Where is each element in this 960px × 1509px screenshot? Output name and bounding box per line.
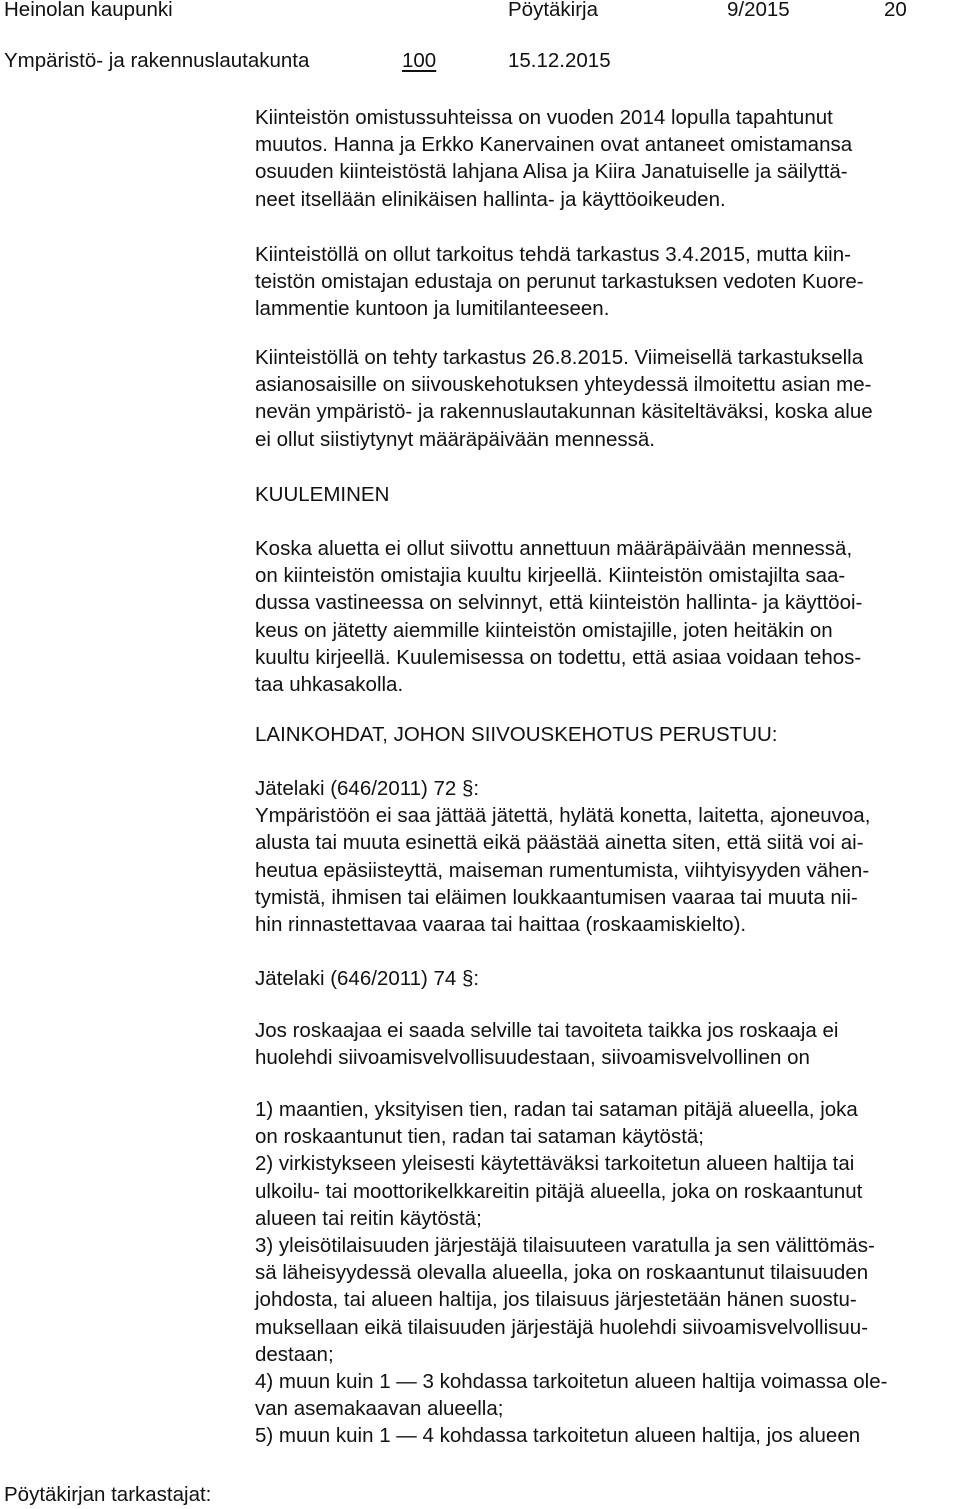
- section-heading: KUULEMINEN: [255, 483, 390, 506]
- text-line: huolehdi siivoamisvelvollisuudestaan, siivoamisvelvollinen on: [255, 1046, 810, 1070]
- text-line: taa uhkasakolla.: [255, 672, 404, 696]
- list-line: destaan;: [255, 1342, 334, 1366]
- list-line: 3) yleisötilaisuuden järjestäjä tilaisuuteen varatulla ja sen välittömäs-: [255, 1233, 875, 1257]
- text-line: nevän ympäristö- ja rakennuslautakunnan käsiteltäväksi, koska alue: [255, 400, 873, 424]
- heading-jatelaki-74: [255, 965, 479, 992]
- meeting-date: 15.12.2015: [508, 49, 611, 72]
- section-number: [385, 49, 436, 73]
- law-reference: Jätelaki (646/2011) 74 §:: [255, 967, 480, 990]
- text-line: Kiinteistöllä on ollut tarkoitus tehdä tarkastus 3.4.2015, mutta kiin-: [255, 243, 851, 266]
- text-line: hin rinnastettavaa vaaraa tai haittaa (roskaamiskielto).: [255, 912, 747, 936]
- section-number-text: 100: [402, 49, 437, 72]
- list-line: on roskaantunut tien, radan tai sataman käytöstä;: [255, 1125, 704, 1149]
- text-line: lammentie kuntoon ja lumitilanteeseen.: [255, 297, 610, 321]
- committee-name: Ympäristö- ja rakennuslautakunta: [4, 49, 310, 72]
- text-line: tymistä, ihmisen tai eläimen loukkaantumisen vaaraa tai muuta nii-: [255, 885, 858, 909]
- text-line: kuultu kirjeellä. Kuulemisessa on todettu, että asiaa voidaan tehos-: [255, 645, 862, 669]
- text-line: keus on jätetty aiemmille kiinteistön omistajille, joten heitäkin on: [255, 618, 833, 642]
- list-line: 4) muun kuin 1 — 3 kohdassa tarkoitetun alueen haltija voimassa ole-: [255, 1369, 888, 1393]
- text-line: Kiinteistöllä on tehty tarkastus 26.8.2015. Viimeisellä tarkastuksella: [255, 346, 864, 369]
- document-type: Pöytäkirja: [508, 0, 599, 21]
- paragraph-ownership-change: [255, 104, 852, 213]
- organization-name: Heinolan kaupunki: [4, 0, 173, 21]
- paragraph-hearing: [255, 535, 862, 698]
- text-line: Koska aluetta ei ollut siivottu annettuun määräpäivään mennessä,: [255, 537, 853, 560]
- text-line: on kiinteistön omistajia kuultu kirjeellä. Kiinteistön omistajilta saa-: [255, 564, 846, 588]
- paragraph-planned-inspection: [255, 241, 864, 323]
- heading-lainkohdat: [255, 721, 777, 748]
- reviewers-label: Pöytäkirjan tarkastajat:: [4, 1483, 212, 1506]
- text-line: heutua epäsiisteyttä, maiseman rumentumista, viihtyisyyden vähen-: [255, 858, 870, 882]
- list-line: muksellaan eikä tilaisuuden järjestäjä huolehdi siivoamisvelvollisuu-: [255, 1315, 869, 1339]
- issue-number: 9/2015: [727, 0, 790, 21]
- text-line: Kiinteistön omistussuhteissa on vuoden 2014 lopulla tapahtunut: [255, 106, 833, 129]
- paragraph-jatelaki-74-list: [255, 1096, 887, 1449]
- paragraph-inspection-done: [255, 344, 873, 453]
- list-line: alueen tai reitin käytöstä;: [255, 1206, 482, 1230]
- list-line: johdosta, tai alueen haltija, jos tilaisuus järjestetään hänen suostu-: [255, 1288, 857, 1312]
- text-line: neet itsellään elinikäisen hallinta- ja käyttöoikeuden.: [255, 187, 726, 211]
- text-line: alusta tai muuta esinettä eikä päästää ainetta siten, että siitä voi ai-: [255, 831, 864, 855]
- law-reference: Jätelaki (646/2011) 72 §:: [255, 777, 480, 800]
- list-line: van asemakaavan alueella;: [255, 1397, 504, 1421]
- list-line: sä läheisyydessä olevalla alueella, joka on roskaantunut tilaisuuden: [255, 1261, 869, 1285]
- list-line: 5) muun kuin 1 — 4 kohdassa tarkoitetun alueen haltija, jos alueen: [255, 1424, 861, 1448]
- page-number: 20: [884, 0, 907, 21]
- text-line: osuuden kiinteistöstä lahjana Alisa ja Kiira Janatuiselle ja säilyttä-: [255, 160, 848, 184]
- section-heading: LAINKOHDAT, JOHON SIIVOUSKEHOTUS PERUSTUU:: [255, 723, 778, 746]
- text-line: muutos. Hanna ja Erkko Kanervainen ovat antaneet omistamansa: [255, 133, 853, 157]
- text-line: dussa vastineessa on selvinnyt, että kiinteistön hallinta- ja käyttöoi-: [255, 591, 863, 615]
- text-line: ei ollut siistiytynyt määräpäivään mennessä.: [255, 427, 655, 451]
- paragraph-jatelaki-74-intro: [255, 1017, 838, 1071]
- text-line: Jos roskaajaa ei saada selville tai tavoiteta taikka jos roskaaja ei: [255, 1019, 839, 1042]
- heading-kuuleminen: [255, 481, 389, 508]
- text-line: Ympäristöön ei saa jättää jätettä, hylätä konetta, laitetta, ajoneuvoa,: [255, 804, 871, 828]
- text-line: asianosaisille on siivouskehotuksen yhteydessä ilmoitettu asian me-: [255, 373, 872, 397]
- paragraph-jatelaki-72: [255, 775, 870, 938]
- text-line: teistön omistajan edustaja on perunut tarkastuksen vedoten Kuore-: [255, 270, 864, 294]
- list-line: 1) maantien, yksityisen tien, radan tai sataman pitäjä alueella, joka: [255, 1098, 858, 1121]
- list-line: ulkoilu- tai moottorikelkkareitin pitäjä alueella, joka on roskaantunut: [255, 1179, 863, 1203]
- list-line: 2) virkistykseen yleisesti käytettäväksi tarkoitetun alueen haltija tai: [255, 1152, 855, 1176]
